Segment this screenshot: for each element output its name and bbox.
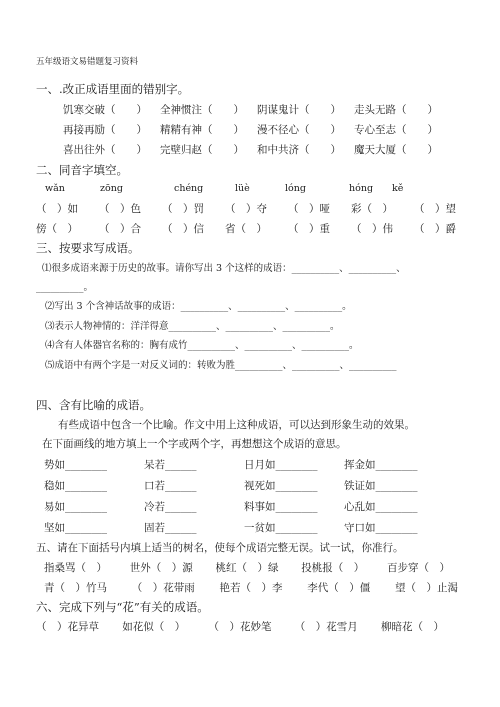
blank-item: （ ）罚 [162, 203, 204, 215]
simile-item: 守口如________ [344, 522, 418, 534]
simile-item: 固若______ [144, 522, 197, 534]
blank-item: （ ）爵 [414, 223, 456, 235]
tree-idiom-item: 望（ ）止渴 [395, 582, 458, 594]
idiom-item: 喜出往外（ ） [63, 144, 147, 156]
section-4-intro: 有些成语中包含一个比喻。作文中用上这种成语，可以达到形象生动的效果。 [58, 419, 415, 431]
section-4-row [44, 479, 444, 493]
tree-idiom-item: 指桑骂（ ） [44, 562, 107, 574]
pinyin-6: hóng [349, 183, 374, 194]
idiom-item: 和中共济（ ） [257, 144, 341, 156]
blank-item: 傍（ ） [36, 223, 78, 235]
idiom-item: 漫不径心（ ） [257, 124, 341, 136]
section-5-row-2 [44, 581, 458, 595]
tree-idiom-item: 投桃报（ ） [301, 562, 365, 574]
tree-idiom-item: 百步穿（ ） [387, 562, 450, 574]
simile-item: 冷若______ [144, 501, 197, 513]
blank-item: （ ）伟 [351, 223, 393, 235]
simile-item: 挥金如________ [344, 459, 418, 471]
section-1-heading: 一、.改正成语里面的错别字。 [36, 82, 190, 96]
simile-item: 势如________ [44, 459, 107, 471]
blank-item: （ ）如 [36, 203, 78, 215]
flower-idiom-item: （ ）花异草 [36, 621, 99, 633]
simile-item: 心乱如________ [344, 501, 418, 513]
idiom-item: 走头无路（ ） [354, 104, 438, 116]
pinyin-3: chéng [174, 183, 204, 194]
simile-item: 坚如________ [44, 522, 107, 534]
idiom-item: 魔天大厦（ ） [354, 144, 438, 156]
tree-idiom-item: 桃红（ ）绿 [215, 562, 279, 574]
simile-item: 日月如________ [244, 459, 318, 471]
section-6-heading: 六、完成下列与“花”有关的成语。 [36, 600, 209, 614]
simile-item: 一贫如________ [244, 522, 318, 534]
idiom-item: 饥寒交破（ ） [63, 104, 147, 116]
idiom-item: 专心至志（ ） [354, 124, 438, 136]
blank-item: （ ）信 [162, 223, 204, 235]
question-1: ⑴很多成语来源于历史的故事。请你写出 3 个这样的成语：__________、__________、 [42, 263, 406, 274]
simile-item: 料事如________ [244, 501, 318, 513]
section-5-row-1 [44, 561, 450, 575]
pinyin-2: zōng [100, 183, 123, 194]
section-4-row [44, 458, 444, 472]
section-2-heading: 二、同音字填空。 [36, 163, 128, 177]
idiom-item: 阴谋鬼计（ ） [257, 104, 341, 116]
section-4-instruction: 在下面画线的地方填上一个字或两个字，再想想这个成语的意思。 [42, 438, 347, 450]
blank-item: （ ）哑 [288, 203, 330, 215]
simile-item: 易如________ [44, 501, 107, 513]
blank-item: （ ）色 [99, 203, 141, 215]
question-4: ⑷含有人体器官名称的：胸有成竹__________、__________、__________。 [45, 340, 359, 351]
simile-item: 口若______ [144, 480, 197, 492]
section-4-heading: 四、含有比喻的成语。 [36, 398, 151, 412]
question-3: ⑶表示人物神情的：洋洋得意__________、__________、__________。 [45, 321, 340, 332]
section-1-row [63, 143, 453, 157]
pinyin-1: wǎn [45, 183, 65, 194]
section-1-row [63, 123, 453, 137]
pinyin-4: lüè [235, 183, 250, 194]
blank-item: 彩（ ） [351, 203, 393, 215]
flower-idiom-item: 如花似（ ） [122, 621, 186, 633]
section-4-row [44, 500, 444, 514]
tree-idiom-item: 世外（ ）源 [129, 562, 193, 574]
simile-item: 稳如________ [44, 480, 107, 492]
document-title: 五年级语文易错题复习资料 [36, 57, 139, 67]
idiom-item: 完壁归赵（ ） [160, 144, 244, 156]
idiom-item: 精精有神（ ） [160, 124, 244, 136]
tree-idiom-item: 艳若（ ）李 [219, 582, 283, 594]
idiom-item: 全神惯注（ ） [160, 104, 244, 116]
question-2: ⑵写出 3 个含神话故事的成语：__________、__________、__________。 [45, 301, 352, 312]
section-6-row [36, 620, 444, 634]
tree-idiom-item: （ ）花带雨 [131, 582, 195, 594]
blank-item: （ ）重 [288, 223, 330, 235]
simile-item: 呆若______ [144, 459, 197, 471]
blank-item: 省（ ） [225, 223, 267, 235]
section-1-row [63, 103, 453, 117]
section-3-heading: 三、按要求写成语。 [36, 241, 140, 255]
tree-idiom-item: 李代（ ）僵 [307, 582, 371, 594]
pinyin-5: lóng [285, 183, 306, 194]
section-4-row [44, 521, 444, 535]
flower-idiom-item: （ ）花雪月 [294, 621, 358, 633]
pinyin-7: kě [392, 183, 404, 194]
section-2-row-2 [36, 222, 456, 236]
simile-item: 视死如________ [244, 480, 318, 492]
blank-item: （ ）合 [99, 223, 141, 235]
blank-item: （ ）望 [414, 203, 456, 215]
blank-item: （ ）夺 [225, 203, 267, 215]
section-2-row-1 [36, 202, 456, 216]
section-5-heading: 五、请在下面括号内填上适当的树名，使每个成语完整无误。试一试，你准行。 [36, 542, 404, 554]
question-5: ⑸成语中有两个字是一对反义词的：转败为胜__________、__________、__________ [45, 360, 397, 371]
idiom-item: 再接再励（ ） [63, 124, 147, 136]
flower-idiom-item: （ ）花妙笔 [208, 621, 272, 633]
tree-idiom-item: 青（ ）竹马 [44, 582, 107, 594]
question-1-continued: __________。 [36, 282, 94, 293]
simile-item: 铁证如________ [344, 480, 418, 492]
flower-idiom-item: 柳暗花（ ） [381, 621, 444, 633]
